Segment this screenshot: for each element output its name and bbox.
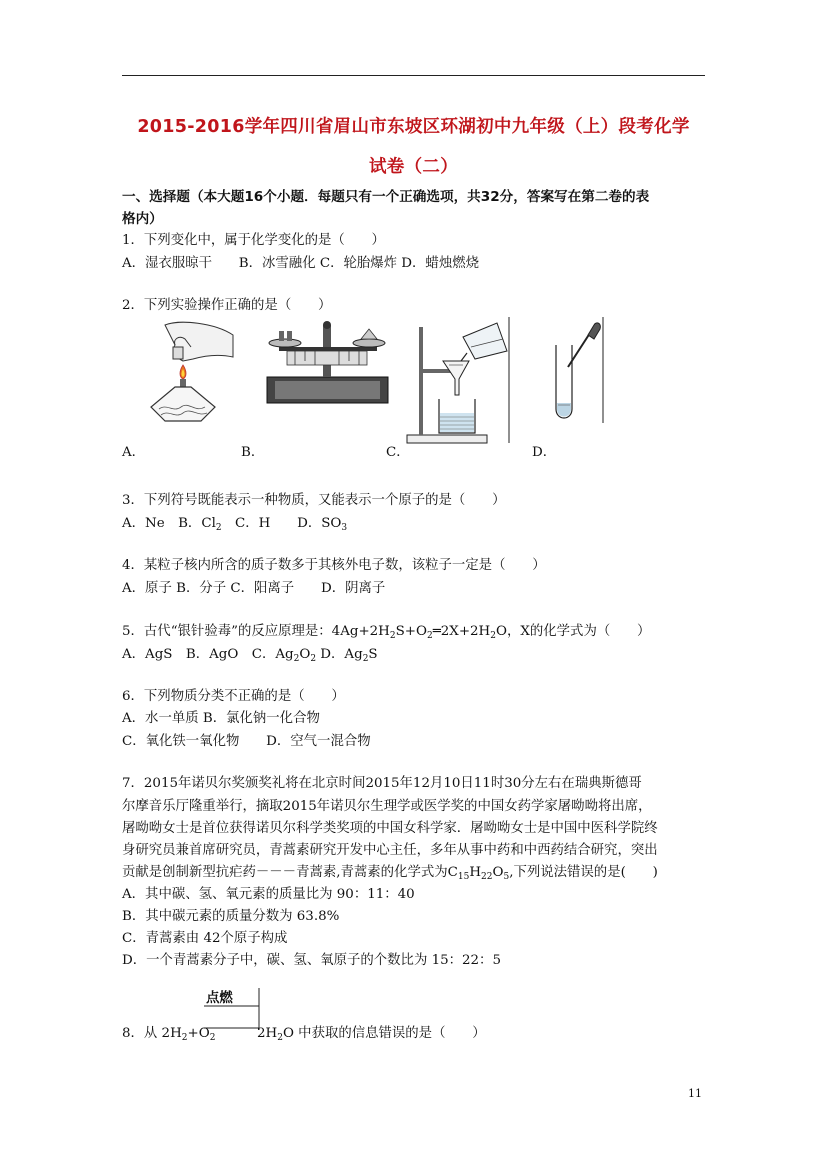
q1-stem: 1．下列变化中，属于化学变化的是（ ） (122, 233, 385, 248)
q8-stem-left: 8．从 $2H_2+O_2$ (122, 1026, 216, 1043)
q7-line4: 身研究员兼首席研究员，青蒿素研究开发中心主任，多年从事中药和中西药结合研究，突出 (122, 843, 658, 858)
q4-stem: 4．某粒子核内所含的质子数多于其核外电子数，该粒子一定是（ ） (122, 558, 546, 573)
q7-line2: 尔摩音乐厅隆重举行，摘取2015年诺贝尔生理学或医学奖的中国女药学家屠呦呦将出席， (122, 799, 652, 814)
q7-line3: 屠呦呦女士是首位获得诺贝尔科学类奖项的中国女科学家．屠呦呦女士是中国中医科学院终 (122, 821, 658, 836)
q3-options: A．Ne B．$Cl_2$ C．H D．$SO_3$ (122, 516, 348, 533)
filtration-apparatus-image (405, 317, 515, 445)
q7-option-d: D．一个青蒿素分子中，碳、氢、氧原子的个数比为 15：22：5 (122, 953, 501, 968)
page-number: 11 (688, 1087, 702, 1100)
reaction-arrow-bar (204, 988, 260, 1030)
exam-title-line2: 试卷（二） (369, 157, 458, 177)
alcohol-lamp-image (145, 317, 237, 425)
q7-line5: 贡献是创制新型抗疟药－－－青蒿素,青蒿素的化学式为$C_{15}H_{22}O_5$,下列说法错误的是( ) (122, 865, 658, 882)
dropper-test-tube-image (556, 317, 604, 425)
q8-stem-right: $2H_2O$ 中获取的信息错误的是（ ） (257, 1026, 486, 1043)
q7-option-a: A．其中碳、氢、氧元素的质量比为 90：11：40 (122, 887, 415, 902)
q2-option-a-label: A． (122, 445, 146, 460)
reaction-condition: 点燃 (206, 991, 233, 1006)
q7-option-b: B．其中碳元素的质量分数为 63.8% (122, 909, 340, 924)
q6-options-ab: A．水一单质 B．氯化钠一化合物 (122, 711, 320, 726)
q6-options-cd: C．氧化铁一氧化物 D．空气一混合物 (122, 734, 371, 749)
section-heading-cont: 格内） (122, 211, 163, 227)
q7-option-c: C．青蒿素由 42个原子构成 (122, 931, 288, 946)
exam-title-line1: 2015-2016学年四川省眉山市东坡区环湖初中九年级（上）段考化学 (137, 117, 690, 137)
header-rule (122, 75, 705, 76)
section-heading: 一、选择题（本大题16个小题．每题只有一个正确选项，共32分，答案写在第二卷的表 (122, 189, 650, 205)
q2-option-c-label: C． (386, 445, 410, 460)
balance-scale-image (265, 317, 390, 405)
q7-line1: 7．2015年诺贝尔奖颁奖礼将在北京时间2015年12月10日11时30分左右在瑞典斯德哥 (122, 776, 642, 791)
q1-options: A．湿衣服晾干 B．冰雪融化 C．轮胎爆炸 D．蜡烛燃烧 (122, 256, 479, 271)
q5-options: A．AgS B．AgO C．$Ag_2O_2$ D．$Ag_2S$ (122, 647, 378, 664)
q5-stem: 5．古代“银针验毒”的反应原理是：$4Ag+2H_2S+O_2═2X+2H_2O$，X的化学式为（ ） (122, 624, 651, 641)
q2-stem: 2．下列实验操作正确的是（ ） (122, 298, 332, 313)
q3-stem: 3．下列符号既能表示一种物质，又能表示一个原子的是（ ） (122, 493, 506, 508)
q2-option-d-label: D． (532, 445, 557, 460)
q6-stem: 6．下列物质分类不正确的是（ ） (122, 689, 345, 704)
q4-options: A．原子 B．分子 C．阳离子 D．阴离子 (122, 581, 386, 596)
q2-option-b-label: B． (241, 445, 265, 460)
